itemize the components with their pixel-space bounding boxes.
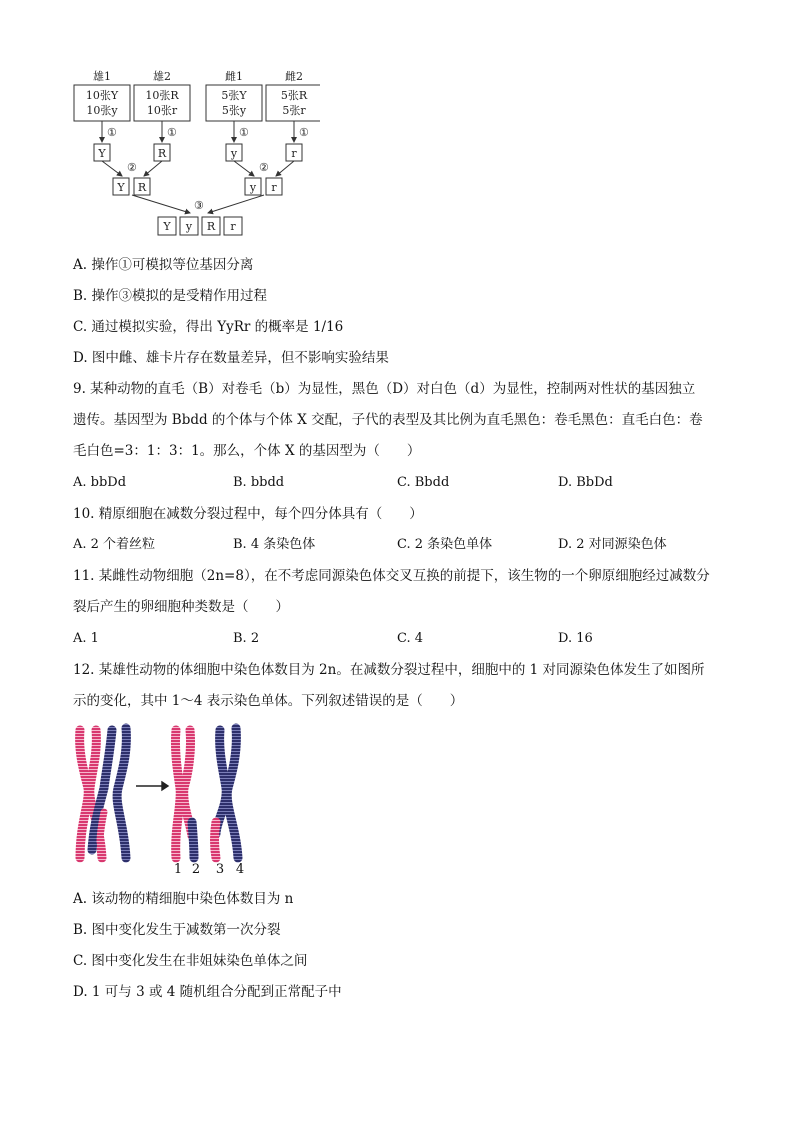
box-male2-line2: 10张r <box>146 104 178 117</box>
box-female2-line2: 5张r <box>282 104 306 117</box>
q11-option-b: B. 2 <box>233 631 260 646</box>
q11-option-a: A. 1 <box>73 631 99 646</box>
q9-option-d: D. BbDd <box>558 475 613 490</box>
q10-option-b: B. 4 条染色体 <box>233 537 316 552</box>
q8-option-d: D. 图中雌、雄卡片存在数量差异，但不影响实验结果 <box>73 350 389 366</box>
q12-option-b: B. 图中变化发生于减数第一次分裂 <box>73 922 281 938</box>
q8-option-a: A. 操作①可模拟等位基因分离 <box>73 257 254 273</box>
pair-label: r <box>271 181 277 194</box>
pair-label: R <box>137 181 147 194</box>
card-simulation-diagram <box>60 60 320 240</box>
q8-option-c: C. 通过模拟实验，得出 YyRr 的概率是 1/16 <box>73 319 344 335</box>
header-female1: 雌1 <box>225 70 243 83</box>
pick-label: r <box>291 147 297 160</box>
box-female1-line2: 5张y <box>221 104 247 117</box>
box-female2-line1: 5张R <box>280 89 308 102</box>
step1-label: ① <box>239 126 249 139</box>
chromatid-label-4: 4 <box>235 862 245 877</box>
pick-label: y <box>230 147 238 160</box>
q9-option-a: A. bbDd <box>73 475 127 490</box>
header-male1: 雄1 <box>93 70 111 83</box>
q9-stem-line2: 遗传。基因型为 Bbdd 的个体与个体 X 交配，子代的表型及其比例为直毛黑色：卷毛黑色：直毛白色：卷 <box>73 412 703 428</box>
chromatid-label-2: 2 <box>191 862 201 877</box>
q10-option-a: A. 2 个着丝粒 <box>73 537 156 552</box>
q9-stem-line3: 毛白色=3：1：3：1。那么，个体 X 的基因型为（ ） <box>73 443 421 459</box>
q11-option-d: D. 16 <box>558 631 593 646</box>
q9-option-b: B. bbdd <box>233 475 285 490</box>
box-male1-line1: 10张Y <box>85 89 119 102</box>
q12-option-c: C. 图中变化发生在非姐妹染色单体之间 <box>73 953 308 969</box>
tetrad-after <box>175 728 238 858</box>
q9-stem-line1: 9. 某种动物的直毛（B）对卷毛（b）为显性，黑色（D）对白色（d）为显性，控制两对性状的基因独立 <box>73 381 696 397</box>
pick-label: Y <box>98 147 106 160</box>
box-male1-line2: 10张y <box>86 104 118 117</box>
q11-stem-line2: 裂后产生的卵细胞种类数是（ ） <box>73 599 289 615</box>
pair-label: y <box>249 181 257 194</box>
pair-label: Y <box>117 181 125 194</box>
result-label: r <box>230 220 236 233</box>
box-female1-line1: 5张Y <box>221 89 247 102</box>
box-male2-line1: 10张R <box>145 89 179 102</box>
q10-option-c: C. 2 条染色单体 <box>397 537 493 552</box>
q12-stem-line1: 12. 某雄性动物的体细胞中染色体数目为 2n。在减数分裂过程中，细胞中的 1 对同源染色体发生了如图所 <box>73 662 705 678</box>
tetrad-before <box>80 728 127 858</box>
q10-option-d: D. 2 对同源染色体 <box>558 537 667 552</box>
result-label: R <box>206 220 216 233</box>
q8-option-b: B. 操作③模拟的是受精作用过程 <box>73 288 268 304</box>
header-female2: 雌2 <box>285 70 303 83</box>
step2-label: ② <box>259 161 269 174</box>
header-male2: 雄2 <box>153 70 171 83</box>
q12-option-d: D. 1 可与 3 或 4 随机组合分配到正常配子中 <box>73 984 342 1000</box>
step1-label: ① <box>167 126 177 139</box>
q12-option-a: A. 该动物的精细胞中染色体数目为 n <box>73 891 294 907</box>
step3-label: ③ <box>194 199 204 212</box>
chromatid-label-3: 3 <box>215 862 225 877</box>
q10-stem: 10. 精原细胞在减数分裂过程中，每个四分体具有（ ） <box>73 506 423 522</box>
q11-stem-line1: 11. 某雌性动物细胞（2n=8），在不考虑同源染色体交叉互换的前提下，该生物的一个卵原细胞经过减数分 <box>73 568 710 584</box>
chromosome-crossover-figure <box>70 722 270 877</box>
q12-stem-line2: 示的变化，其中 1～4 表示染色单体。下列叙述错误的是（ ） <box>73 693 464 709</box>
step1-label: ① <box>107 126 117 139</box>
q11-option-c: C. 4 <box>397 631 424 646</box>
step2-label: ② <box>127 161 137 174</box>
result-label: y <box>185 220 193 233</box>
step1-label: ① <box>299 126 309 139</box>
q9-option-c: C. Bbdd <box>397 475 450 490</box>
chromatid-label-1: 1 <box>173 862 183 877</box>
result-label: Y <box>163 220 171 233</box>
pick-label: R <box>157 147 167 160</box>
